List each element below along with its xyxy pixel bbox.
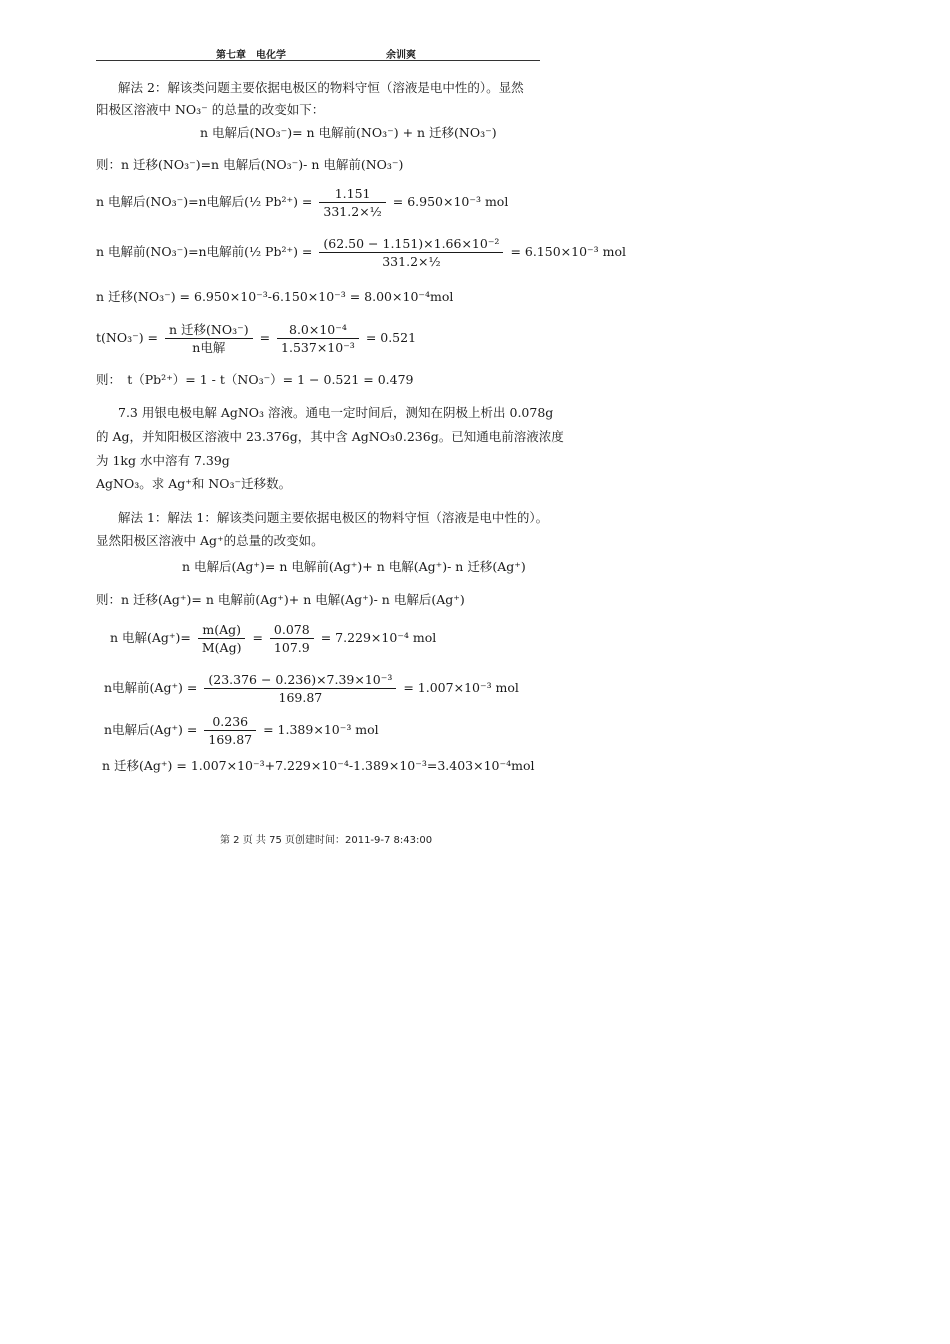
eq3-rhs: = 6.950×10⁻³ mol <box>392 194 509 209</box>
method2-equation-2: 则：n 迁移(NO₃⁻)=n 电解后(NO₃⁻)- n 电解前(NO₃⁻) <box>96 157 404 172</box>
eq6-fraction-1 <box>165 322 253 355</box>
m1-eq4-denominator: 169.87 <box>278 690 323 705</box>
method1-equation-3: n 电解(Ag⁺)= $\frac{m(Ag)}{M(Ag)}$ = $\frac{0.078}{107.9}$ = 7.229×10⁻⁴ mol <box>110 622 437 655</box>
m1-eq3-fraction-1 <box>198 622 246 655</box>
method2-equation-1: n 电解后(NO₃⁻)= n 电解前(NO₃⁻) + n 迁移(NO₃⁻) <box>200 125 497 140</box>
eq4-numerator: (62.50 − 1.151)×1.66×10⁻² <box>319 236 503 253</box>
eq3-fraction <box>319 186 385 219</box>
eq4-rhs: = 6.150×10⁻³ mol <box>510 244 627 259</box>
method1-equation-2: 则：n 迁移(Ag⁺)= n 电解前(Ag⁺)+ n 电解(Ag⁺)- n 电解后(Ag⁺) <box>96 592 465 607</box>
method1-equation-4 <box>104 672 519 705</box>
method2-intro-line2: 阳极区溶液中 NO₃⁻ 的总量的改变如下： <box>96 102 325 117</box>
method1-intro-line1: 解法 1：解法 1：解该类问题主要依据电极区的物料守恒（溶液是电中性的）。 <box>118 510 549 525</box>
problem-7-3-line4: AgNO₃。求 Ag⁺和 NO₃⁻迁移数。 <box>96 476 292 491</box>
eq4-fraction <box>319 236 503 269</box>
eq6-denominator-2: 1.537×10⁻³ <box>281 340 355 355</box>
m1-eq3-fraction-2 <box>270 622 314 655</box>
problem-7-3-line2: 的 Ag，并知阳极区溶液中 23.376g，其中含 AgNO₃0.236g。已知通电前溶液浓度 <box>96 429 564 444</box>
page-footer: 第 2 页 共 75 页创建时间：2011-9-7 8:43:00 <box>220 835 433 846</box>
header-chapter: 第七章 电化学 <box>216 50 286 61</box>
eq6-rhs: = 0.521 <box>365 330 417 345</box>
eq3-denominator: 331.2×½ <box>323 204 382 219</box>
eq6-denominator-1: n电解 <box>192 340 226 355</box>
method1-equation-1: n 电解后(Ag⁺)= n 电解前(Ag⁺)+ n 电解(Ag⁺)- n 迁移(Ag⁺) <box>182 559 526 574</box>
m1-eq3-denominator-2: 107.9 <box>273 640 310 655</box>
header-author: 余训爽 <box>386 50 416 61</box>
m1-eq5-denominator: 169.87 <box>208 732 253 747</box>
method1-equation-5 <box>104 714 379 747</box>
method2-equation-7: 则： t（Pb²⁺）= 1 - t（NO₃⁻）= 1 − 0.521 = 0.479 <box>96 372 414 387</box>
eq3-numerator: 1.151 <box>319 186 385 203</box>
eq6-numerator-2: 8.0×10⁻⁴ <box>277 322 359 339</box>
m1-eq3-rhs: = 7.229×10⁻⁴ mol <box>320 630 437 645</box>
m1-eq4-fraction <box>204 672 396 705</box>
m1-eq3-numerator-1: m(Ag) <box>198 622 246 639</box>
m1-eq4-lhs: n电解前(Ag⁺) = <box>104 680 198 695</box>
m1-eq5-rhs: = 1.389×10⁻³ mol <box>263 722 379 737</box>
problem-7-3-line1: 7.3 用银电极电解 AgNO₃ 溶液。通电一定时间后，测知在阴极上析出 0.078g <box>118 405 554 420</box>
eq3-lhs: n 电解后(NO₃⁻)=n电解后(½ Pb²⁺) = <box>96 194 313 209</box>
m1-eq4-numerator: (23.376 − 0.236)×7.39×10⁻³ <box>204 672 396 689</box>
page-header <box>96 44 540 61</box>
m1-eq4-rhs: = 1.007×10⁻³ mol <box>403 680 519 695</box>
method2-equation-3 <box>96 186 508 219</box>
m1-eq3-lhs: n 电解(Ag⁺)= <box>110 630 191 645</box>
m1-eq5-numerator: 0.236 <box>204 714 256 731</box>
method2-equation-5: n 迁移(NO₃⁻) = 6.950×10⁻³-6.150×10⁻³ = 8.00×10⁻⁴mol <box>96 289 454 304</box>
method2-intro-line1: 解法 2：解该类问题主要依据电极区的物料守恒（溶液是电中性的）。显然 <box>118 80 524 95</box>
method2-equation-4 <box>96 236 626 269</box>
eq6-lhs: t(NO₃⁻) = <box>96 330 159 345</box>
m1-eq5-lhs: n电解后(Ag⁺) = <box>104 722 198 737</box>
method1-intro-line2: 显然阳极区溶液中 Ag⁺的总量的改变如。 <box>96 533 324 548</box>
m1-eq3-denominator-1: M(Ag) <box>201 640 242 655</box>
eq6-fraction-2 <box>277 322 359 355</box>
eq4-lhs: n 电解前(NO₃⁻)=n电解前(½ Pb²⁺) = <box>96 244 313 259</box>
method1-equation-6: n 迁移(Ag⁺) = 1.007×10⁻³+7.229×10⁻⁴-1.389×10⁻³=3.403×10⁻⁴mol <box>102 758 535 773</box>
method2-equation-6: t(NO₃⁻) = $\frac{\text{n 迁移(NO₃⁻)}}{\text{n电解}}$ = $\frac{\text{8.0×10⁻⁴}}{\text{1.537×10⁻³}}$ = 0.521 <box>96 322 417 355</box>
eq4-denominator: 331.2×½ <box>382 254 441 269</box>
eq6-numerator-1: n 迁移(NO₃⁻) <box>165 322 253 339</box>
m1-eq5-fraction <box>204 714 256 747</box>
m1-eq3-numerator-2: 0.078 <box>270 622 314 639</box>
problem-7-3-line3: 为 1kg 水中溶有 7.39g <box>96 453 230 468</box>
